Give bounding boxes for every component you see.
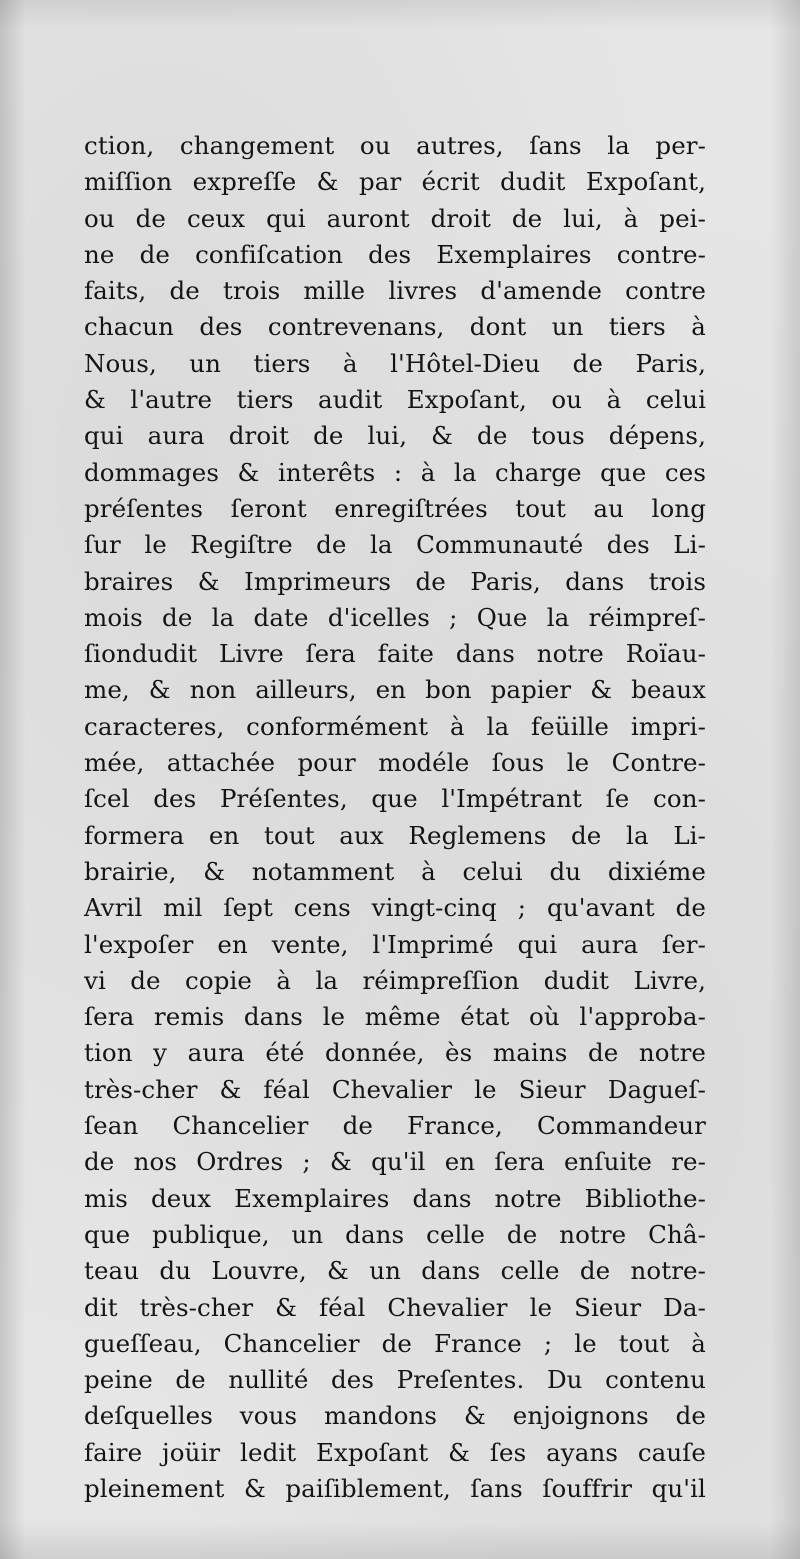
- text-line: braires & Imprimeurs de Paris, dans trois: [84, 566, 706, 596]
- text-line: très-cher & féal Chevalier le Sieur Dagueſ-: [84, 1074, 706, 1104]
- text-line: ou de ceux qui auront droit de lui, à pei-: [84, 203, 706, 233]
- text-line: gueſſeau, Chancelier de France ; le tout à: [84, 1328, 706, 1358]
- text-line: ſera remis dans le même état où l'approba-: [84, 1002, 706, 1032]
- text-line: me, & non ailleurs, en bon papier & beaux: [84, 675, 706, 705]
- text-line: pleinement & paiſiblement, ſans ſouffrir qu'il: [84, 1473, 706, 1503]
- text-line: mée, attachée pour modéle ſous le Contre-: [84, 748, 706, 778]
- text-line: ſean Chancelier de France, Commandeur: [84, 1111, 706, 1141]
- text-line: que publique, un dans celle de notre Châ-: [84, 1219, 706, 1249]
- text-line: miſſion expreſſe & par écrit dudit Expoſant,: [84, 167, 706, 197]
- text-line: dommages & interêts : à la charge que ces: [84, 457, 706, 487]
- text-line: mis deux Exemplaires dans notre Bibliothe-: [84, 1183, 706, 1213]
- text-line: brairie, & notamment à celui du dixiéme: [84, 856, 706, 886]
- text-line: de nos Ordres ; & qu'il en ſera enſuite re-: [84, 1147, 706, 1177]
- text-line: chacun des contrevenans, dont un tiers à: [84, 312, 706, 342]
- text-line: dit très-cher & féal Chevalier le Sieur Da-: [84, 1292, 706, 1322]
- text-line: qui aura droit de lui, & de tous dépens,: [84, 421, 706, 451]
- text-line: deſquelles vous mandons & enjoignons de: [84, 1401, 706, 1431]
- text-line: faits, de trois mille livres d'amende contre: [84, 276, 706, 306]
- text-line: caracteres, conformément à la feüille impri-: [84, 711, 706, 741]
- text-line: & l'autre tiers audit Expoſant, ou à celui: [84, 385, 706, 415]
- text-line: mois de la date d'icelles ; Que la réimpreſ-: [84, 602, 706, 632]
- text-line: ſur le Regiſtre de la Communauté des Li-: [84, 530, 706, 560]
- text-line: Avril mil ſept cens vingt-cinq ; qu'avant de: [84, 893, 706, 923]
- text-line: Nous, un tiers à l'Hôtel-Dieu de Paris,: [84, 348, 706, 378]
- text-line: teau du Louvre, & un dans celle de notre-: [84, 1256, 706, 1286]
- text-line: formera en tout aux Reglemens de la Li-: [84, 820, 706, 850]
- text-line: l'expoſer en vente, l'Imprimé qui aura ſer-: [84, 929, 706, 959]
- text-line: peine de nullité des Preſentes. Du contenu: [84, 1365, 706, 1395]
- text-line: ſcel des Préſentes, que l'Impétrant ſe con-: [84, 784, 706, 814]
- text-line: tion y aura été donnée, ès mains de notre: [84, 1038, 706, 1068]
- text-line: faire joüir ledit Expoſant & ſes ayans cauſe: [84, 1437, 706, 1467]
- text-line: vi de copie à la réimpreſſion dudit Livre,: [84, 965, 706, 995]
- text-line: ſiondudit Livre ſera faite dans notre Roïau-: [84, 639, 706, 669]
- text-line: ction, changement ou autres, ſans la per-: [84, 131, 706, 160]
- text-line: préſentes ſeront enregiſtrées tout au long: [84, 493, 706, 523]
- body-text: [84, 128, 706, 1507]
- text-line: ne de confiſcation des Exemplaires contre-: [84, 239, 706, 269]
